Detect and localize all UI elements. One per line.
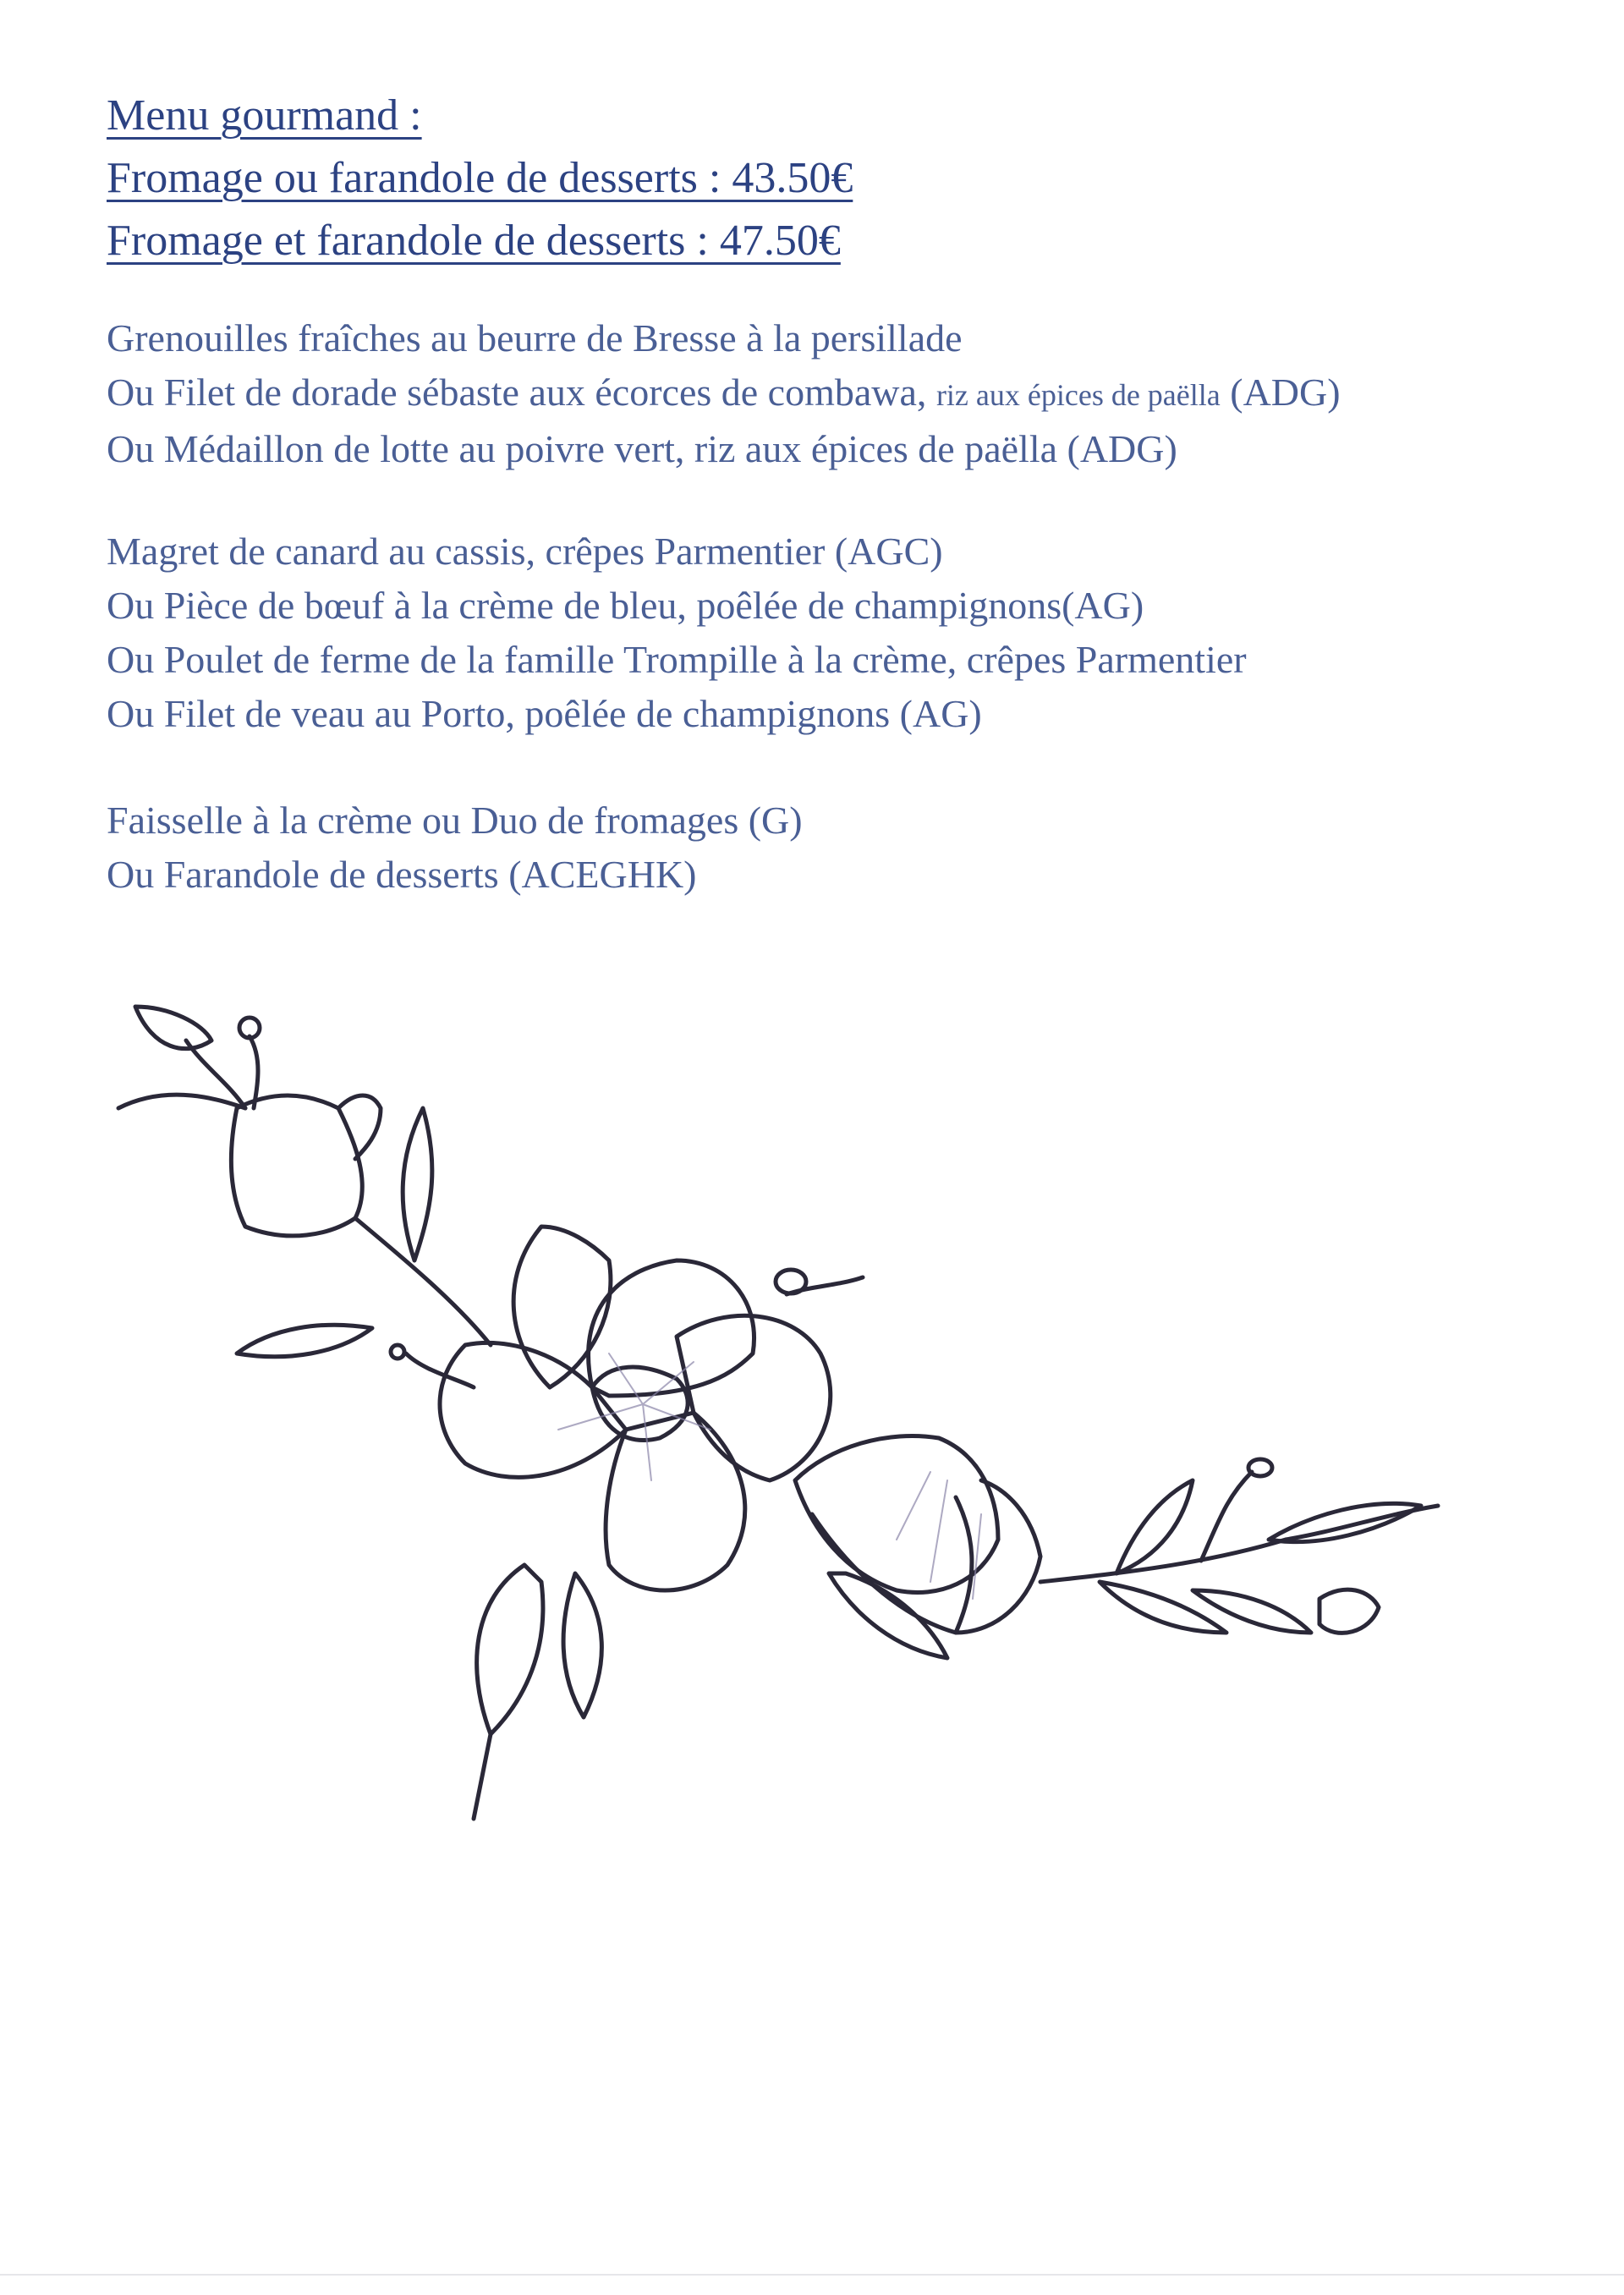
tulip-petal-line [956,1497,972,1633]
stem-line [118,1095,245,1108]
starter-item-text: Ou Filet de dorade sébaste aux écorces de combawa, [107,371,936,414]
leaf-bottom-middle [563,1573,601,1717]
leaf-upper [403,1108,432,1260]
leaf-top-left [135,1007,211,1049]
starter-item-allergens: (ADG) [1220,371,1341,414]
leaf-left [237,1325,372,1357]
tulip-petal-front [812,1480,1040,1633]
mains-section [107,524,1247,741]
dessert-item: Ou Farandole de desserts (ACEGHK) [107,853,697,896]
twig-bud [1248,1459,1272,1476]
stem-dot [391,1345,404,1359]
bud-left-petal [338,1095,381,1159]
desserts-section [107,793,803,902]
leaf-right-4 [1193,1590,1311,1633]
leaf-stem-bottom [474,1734,491,1819]
menu-header [107,85,853,272]
starter-item [107,365,1341,422]
leaf-right-5 [1320,1589,1379,1633]
small-bud [776,1270,806,1293]
stamen-stem [250,1036,258,1108]
main-item: Magret de canard au cassis, crêpes Parmentier (AGC) [107,530,943,573]
twig-right [1201,1472,1252,1561]
leaf-bottom-left [477,1565,543,1734]
right-branch [1040,1506,1438,1582]
stem-branch [406,1353,474,1387]
starter-item-small-text: riz aux épices de paëlla [935,378,1221,412]
scan-edge-line [0,2274,1624,2276]
starters-section [107,311,1341,476]
leaf-right-1 [1116,1480,1193,1573]
tulip-petal-back [795,1436,998,1592]
starter-item: Ou Médaillon de lotte au poivre vert, riz aux épices de paëlla (ADG) [107,427,1177,470]
main-item: Ou Poulet de ferme de la famille Trompille à la crème, crêpes Parmentier [107,638,1247,681]
menu-title: Menu gourmand : [107,91,422,140]
dessert-item: Faisselle à la crème ou Duo de fromages (G) [107,799,803,842]
main-item: Ou Pièce de bœuf à la crème de bleu, poêlée de champignons(AG) [107,584,1144,627]
bud-left [231,1095,362,1236]
price-line-cheese-or-desserts: Fromage ou farandole de desserts : 43.50€ [107,154,853,202]
starter-item: Grenouilles fraîches au beurre de Bresse à la persillade [107,316,963,360]
floral-drawing-illustration [102,990,1506,1836]
price-line-cheese-and-desserts: Fromage et farandole de desserts : 47.50€ [107,217,841,265]
leaf-right-2 [1269,1503,1421,1541]
main-item: Ou Filet de veau au Porto, poêlée de champignons (AG) [107,692,982,735]
